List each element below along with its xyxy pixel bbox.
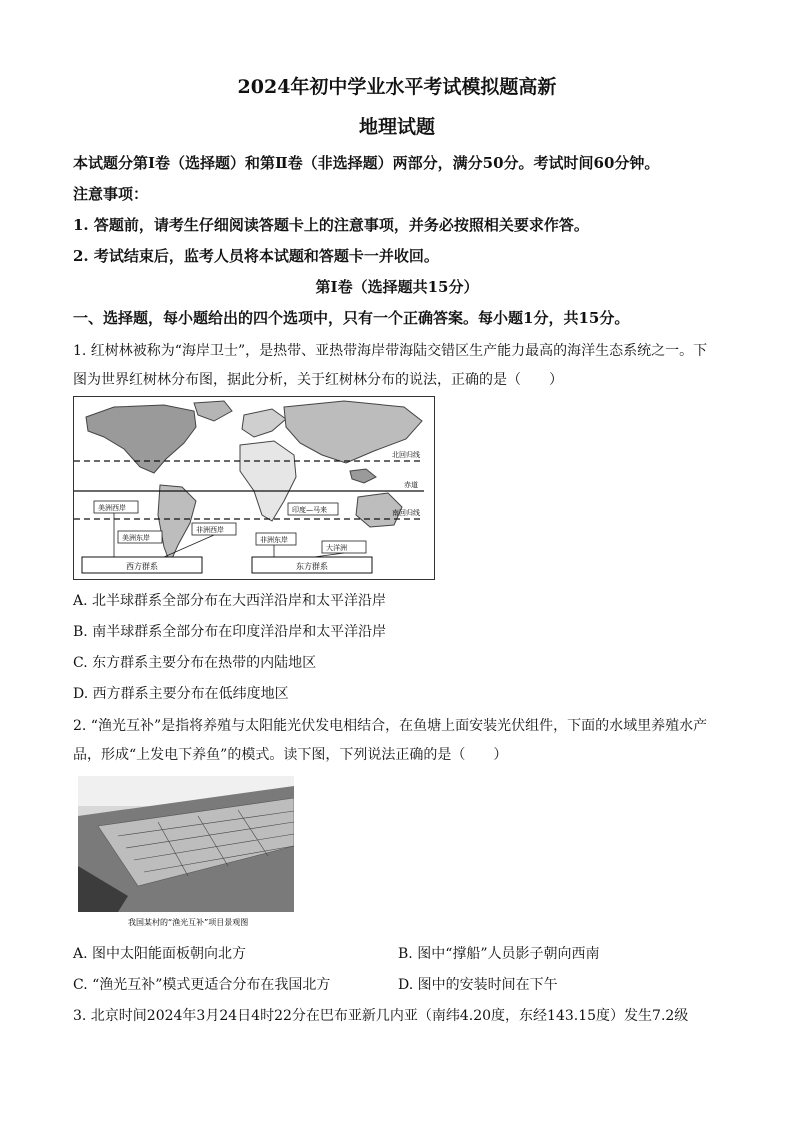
label-western-group: 西方群系 — [126, 562, 158, 571]
mangrove-world-map — [73, 396, 435, 580]
exam-intro: 本试题分第Ⅰ卷（选择题）和第Ⅱ卷（非选择题）两部分，满分50分。考试时间60分钟。 — [73, 154, 660, 172]
land-europe — [242, 409, 286, 437]
exam-title: 2024年初中学业水平考试模拟题高新 — [237, 76, 557, 98]
notes-item-1: 1. 答题前，请考生仔细阅读答题卡上的注意事项，并务必按照相关要求作答。 — [73, 216, 589, 234]
q1-option-d[interactable]: D. 西方群系主要分布在低纬度地区 — [73, 686, 289, 702]
section-title: 第Ⅰ卷（选择题共15分） — [315, 278, 479, 296]
q3-stem-line1: 3. 北京时间2024年3月24日4时22分在巴布亚新几内亚（南纬4.20度，东经143.15度）发生7.2级 — [73, 1008, 689, 1024]
exam-subtitle: 地理试题 — [358, 116, 435, 138]
notes-item-2: 2. 考试结束后，监考人员将本试题和答题卡一并收回。 — [73, 247, 439, 265]
notes-heading: 注意事项： — [73, 185, 149, 203]
box-australasia: 大洋洲 — [326, 544, 347, 552]
box-americas-west: 美洲西岸 — [98, 504, 126, 512]
q2-option-c[interactable]: C. “渔光互补”模式更适合分布在我国北方 — [73, 977, 331, 993]
q2-option-a[interactable]: A. 图中太阳能面板朝向北方 — [73, 946, 247, 962]
label-south-tropic: 南回归线 — [392, 509, 420, 517]
label-eastern-group: 东方群系 — [296, 562, 328, 571]
q2-option-b[interactable]: B. 图中“撑船”人员影子朝向西南 — [398, 946, 600, 962]
land-maritime-se-asia — [350, 469, 376, 483]
q1-stem-line2: 图为世界红树林分布图，据此分析，关于红树林分布的说法，正确的是（ ） — [73, 372, 563, 388]
section-instruction: 一、选择题，每小题给出的四个选项中，只有一个正确答案。每小题1分，共15分。 — [73, 309, 630, 327]
q1-option-b[interactable]: B. 南半球群系全部分布在印度洋沿岸和太平洋沿岸 — [73, 624, 387, 640]
box-americas-east: 美洲东岸 — [122, 534, 150, 542]
q2-stem-line1: 2. “渔光互补”是指将养殖与太阳能光伏发电相结合，在鱼塘上面安装光伏组件，下面的水域里养殖水产 — [73, 718, 708, 734]
land-greenland — [194, 401, 232, 421]
box-africa-east: 非洲东岸 — [260, 536, 288, 544]
label-equator: 赤道 — [404, 481, 418, 489]
q1-option-a[interactable]: A. 北半球群系全部分布在大西洋沿岸和太平洋沿岸 — [73, 593, 387, 609]
q2-stem-line2: 品，形成“上发电下养鱼”的模式。读下图，下列说法正确的是（ ） — [73, 747, 508, 763]
q1-stem-line1: 1. 红树林被称为“海岸卫士”，是热带、亚热带海岸带海陆交错区生产能力最高的海洋生态系统之一。下 — [73, 343, 708, 359]
photo-caption: 我国某村的“渔光互补”项目景观图 — [128, 918, 249, 927]
q2-option-d[interactable]: D. 图中的安装时间在下午 — [398, 977, 558, 993]
label-north-tropic: 北回归线 — [392, 451, 420, 459]
box-indo-malay: 印度—马来 — [292, 506, 327, 514]
land-north-america — [86, 405, 196, 473]
q1-option-c[interactable]: C. 东方群系主要分布在热带的内陆地区 — [73, 655, 317, 671]
fishery-solar-photo — [78, 776, 294, 930]
box-africa-west: 非洲西岸 — [196, 526, 224, 534]
